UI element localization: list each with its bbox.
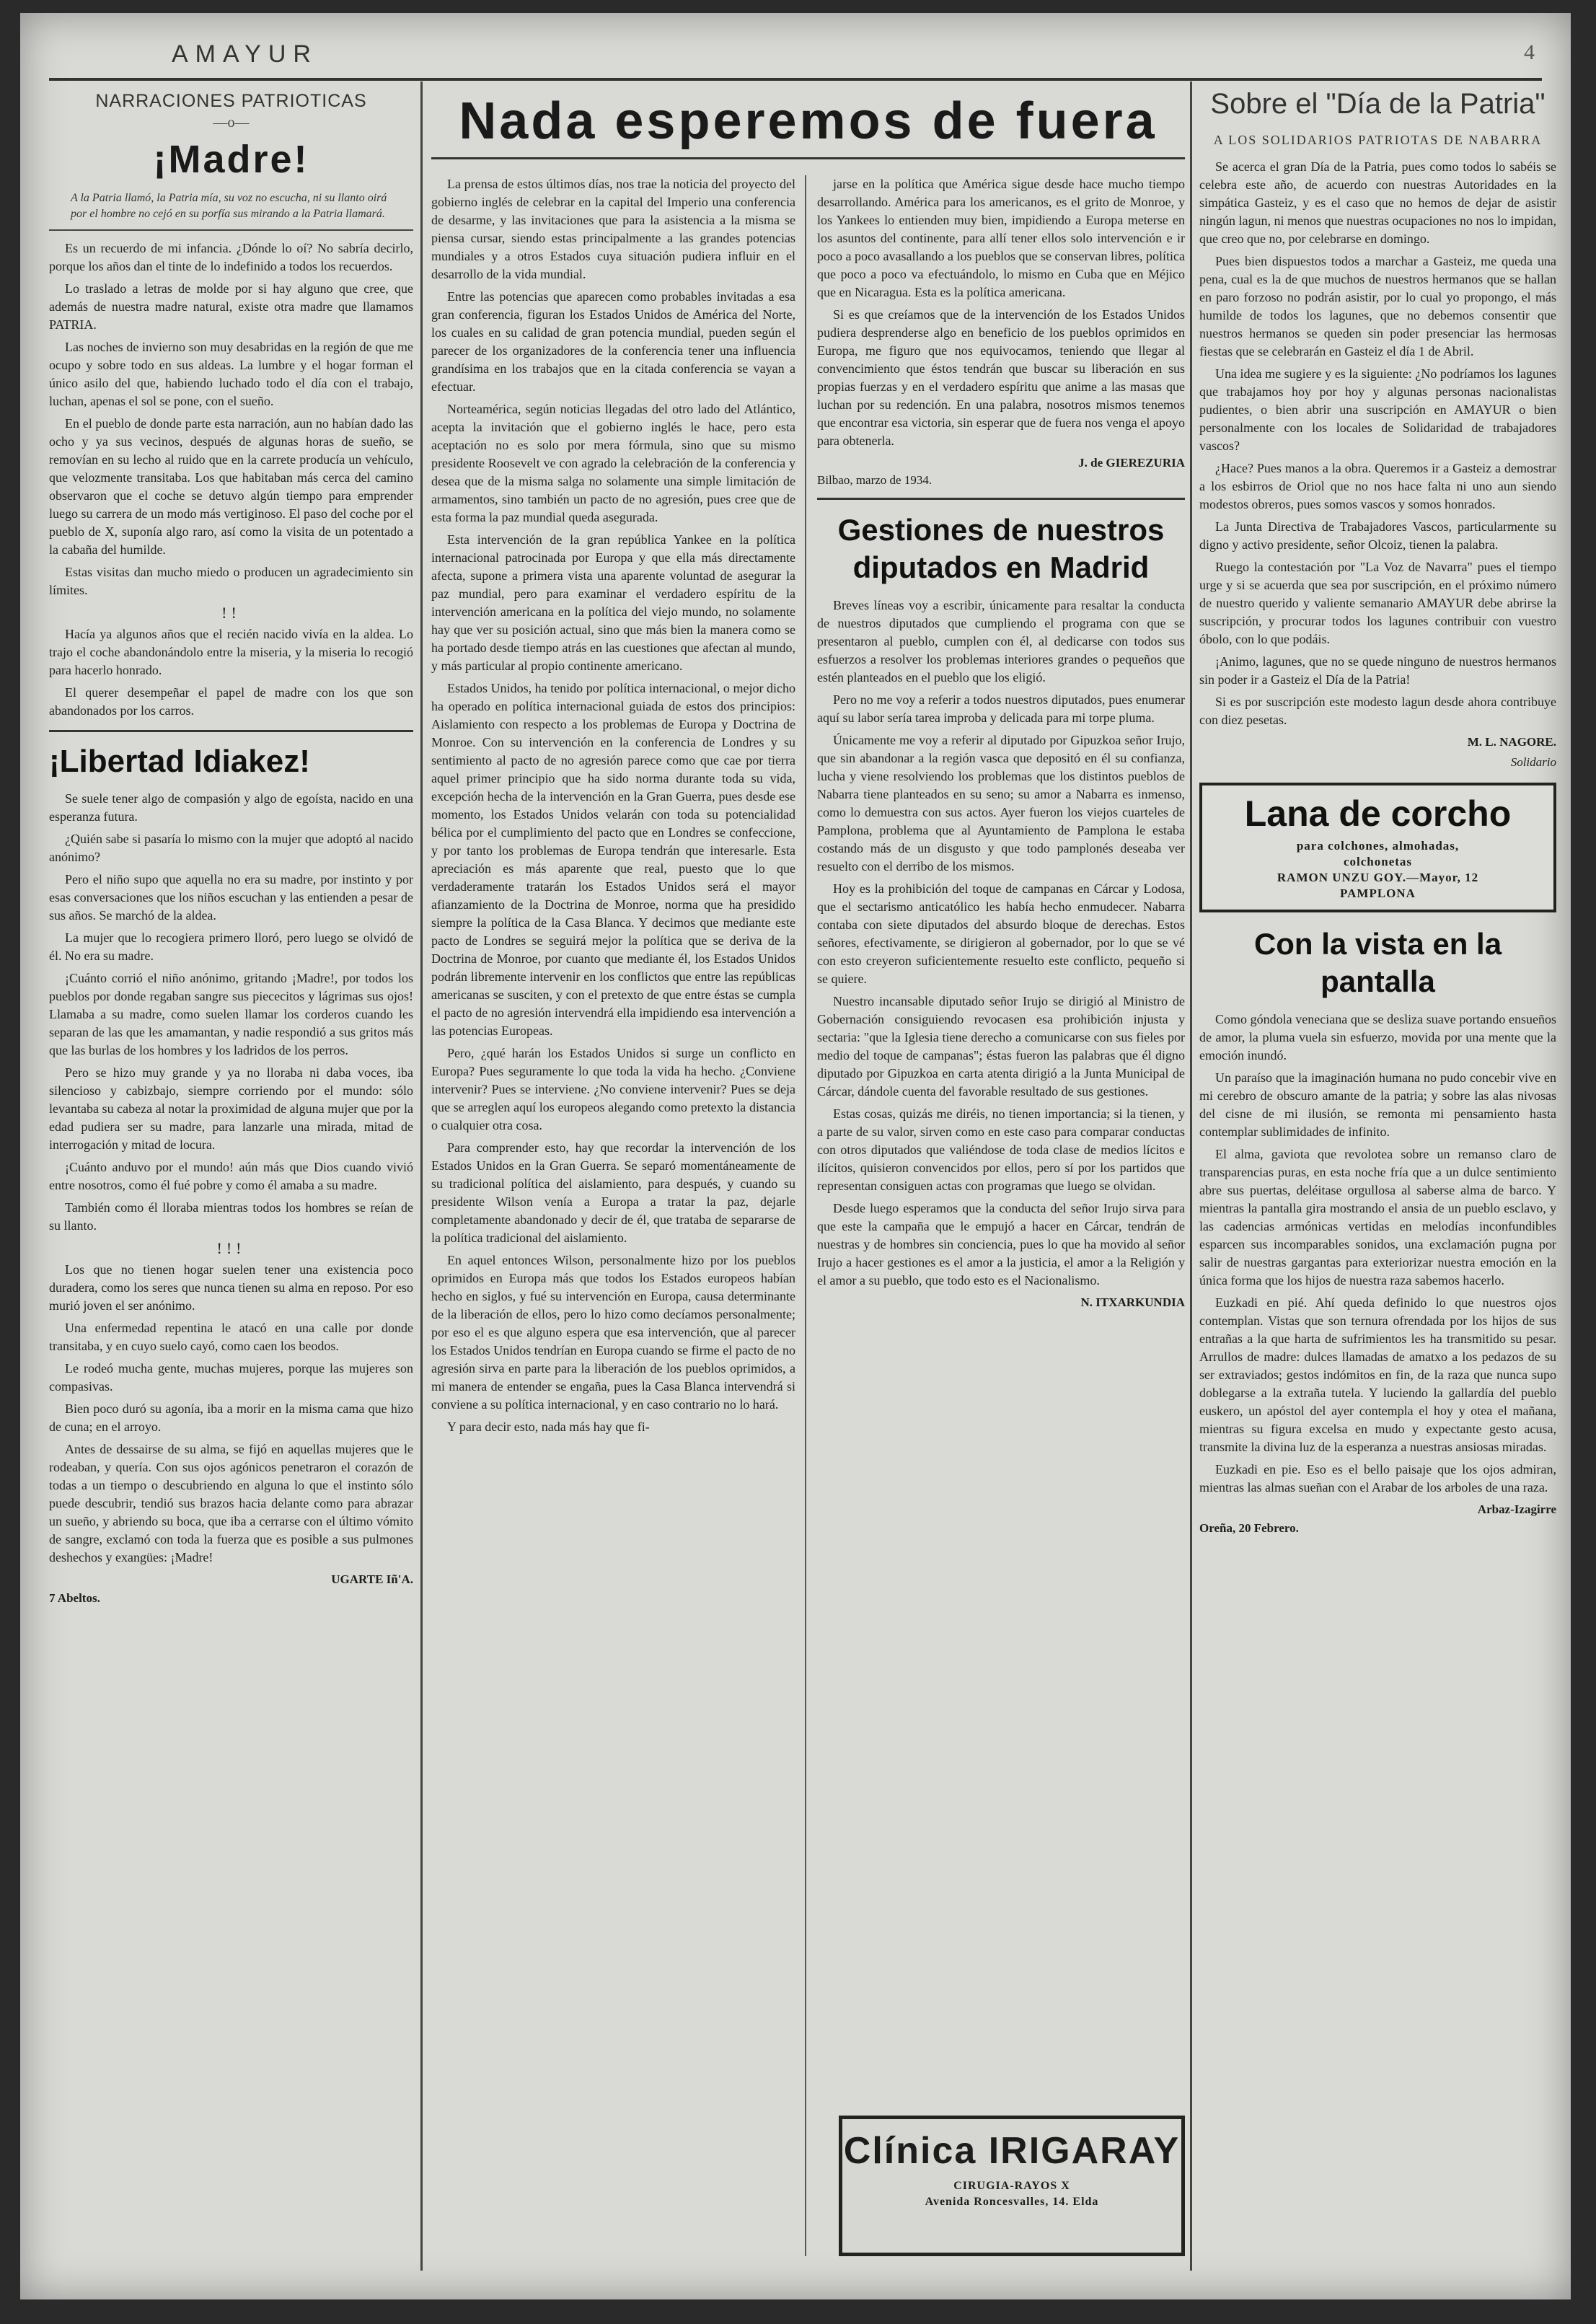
- paragraph: Estados Unidos, ha tenido por política internacional, o mejor dicho ha operado en política internacional guiada de estos dos principios: Aislamiento con respecto a los problemas de Europa y Doctrina de Monroe. Con su intervención en la conferencia de Londres y su sentimiento al pacto de no agresión parece como que cae por tierra aquel primer principio que ha sido norma durante toda su vida, excepción hecha de la intervención en la Gran Guerra, pues desde ese momento, los Estados Unidos velarán con toda su potencialidad bélica por el cumplimiento del pacto que en Londres se confeccione, y por tanto los problemas de Europa tendrán que interesarle. Esta apreciación es más aparente que real, puesto que lo que verdaderamente tratarán los Estados Unidos será el mayor afianzamiento de la Doctrina de Monroe, norma que ha presidido siempre la política de la Casa Blanca. Y decimos que mediante este pacto de Londres se seguirá mejor la política que se deriva de la Doctrina de Monroe, por cuanto que mediante él, los Estados Unidos podrán libremente intervenir en los conflictos que entre las repúblicas americanas se susciten, y con el pretexto de que entre éstas se cumpla el pacto de no agresión intervendrá ella impidiendo esa intervención a las potencias Europeas.: [431, 681, 795, 1038]
- paragraph: Entre las potencias que aparecen como probables invitadas a esa gran conferencia, figuran los Estados Unidos de América del Norte, los cuales en su calidad de gran potencia mundial, pueden según el parecer de los organizadores de la conferencia tener una influencia grandísima en los trabajos que en la citada conferencia se vayan a efectuar.: [431, 289, 795, 394]
- paragraph: Pero, ¿qué harán los Estados Unidos si surge un conflicto en Europa? Pues seguramente lo que toda la vida ha hecho. ¿Conviene intervenir? Pues se interviene. ¿No conviene intervenir? Pues se deja que se arreglen aquí los europeos alegando como pretexto la distancia o cualquier otra cosa.: [431, 1046, 795, 1132]
- clinic-name: Clínica IRIGARAY: [843, 2130, 1181, 2172]
- signature: N. ITXARKUNDIA: [1080, 1295, 1185, 1309]
- paragraph: Euzkadi en pie. Eso es el bello paisaje que los ojos admiran, mientras las almas sueñan con el Arabar de los arboles de una raza.: [1199, 1462, 1556, 1495]
- article-title-madre: ¡Madre!: [153, 138, 309, 181]
- paragraph: Pero el niño supo que aquella no era su madre, por instinto y por esas conversaciones que los niños escuchan y las entienden a pesar de sus años. Se marchó de la aldea.: [49, 872, 413, 923]
- cork-advertisement: [1199, 783, 1556, 912]
- paragraph: Antes de dessairse de su alma, se fijó en aquellas mujeres que le rodeaban, y quería. Con sus ojos agónicos penetraron el corazón de todas a un tiempo o descubriendo en alguna lo que el instinto sólo puede descubrir, tendió sus brazos hacia delante como para abrazar un sueño, y abriendo su boca, que iba a cerrarse con el último vómito de sangre, exclamó con toda la fuerza que es posible a sus pulmones deshechos y exangües: ¡Madre!: [49, 1442, 413, 1564]
- paragraph: ¿Hace? Pues manos a la obra. Queremos ir a Gasteiz a demostrar a los esbirros de Oriol que no nos hace falta ni uno aun siendo modestos obreros, pues somos vascos y somos honrados.: [1199, 461, 1556, 511]
- paragraph: Estas cosas, quizás me diréis, no tienen importancia; si la tienen, y a parte de su valor, sirven como en este caso para comparar conductas con otros diputados que valiéndose de toda clase de medios lícitos e ilícitos, quisieron convencidos por ellos, pero sí por los partidos que representan consiguen actas con programas que luego se olvidan.: [817, 1106, 1185, 1193]
- article-title-dia-patria: Sobre el "Día de la Patria": [1210, 88, 1546, 120]
- page-number: 4: [1524, 40, 1535, 64]
- newspaper-name: AMAYUR: [172, 40, 318, 68]
- paragraph: Si es que creíamos que de la intervención de los Estados Unidos pudiera desprenderse algo en beneficio de los pueblos oprimidos en Europa, me figuro que nos equivocamos, teniendo que llegar al convencimiento que éstos tendrán que buscar su liberación en sus propias fuerzas y en el verdadero espíritu que anime a las masas que luchan por su redención. En una palabra, nosotros mismos tenemos que encontrar esa victoria, sin esperar que de fuera nos venga el apoyo para obtenerla.: [817, 307, 1185, 448]
- ad-line: para colchones, almohadas,: [1296, 839, 1460, 853]
- paragraph: Como góndola veneciana que se desliza suave portando ensueños de amor, la pluma vuela sin esfuerzo, movida por una mente que la emoción inundó.: [1199, 1012, 1556, 1062]
- dateline: Bilbao, marzo de 1934.: [817, 473, 933, 487]
- paragraph: Nuestro incansable diputado señor Irujo se dirigió al Ministro de Gobernación consiguiendo revocasen esa prohibición injusta y sectaria: "que la Iglesia tiene derecho a comunicarse con sus fieles por medio del toque de campanas"; éstas fueron las palabras que él digno diputado por Gipuzkoa en carta atenta dirigió a la Junta Municipal de Cárcar, dándole cuenta del favorable resultado de sus gestiones.: [817, 994, 1185, 1099]
- paragraph: El alma, gaviota que revolotea sobre un remanso claro de transparencias puras, en esta noche fría que a un dulce sentimiento abre sus puertas, deléitase orgullosa al saberse alma de barco. Y mientras la pantalla gira mostrando el ansia de un pueblo esclavo, y las cadencias armónicas vertidas en melodías inconfundibles esparcen sus incomparables sonidos, una exclamación pugna por salir de nuestras gargantas para exteriorizar nuestra emoción en la única forma que los hijos de nuestra raza sabemos hacerlo.: [1199, 1147, 1556, 1288]
- paragraph: Pues bien dispuestos todos a marchar a Gasteiz, me queda una pena, cual es la de que muchos de nuestros hermanos que se hallan en paro forzoso no podrán asistir, por lo cual yo propongo, el más humilde de todos los lagunes, que no debemos consentir que nuestros hermanos se queden sin poder presenciar las hermosas fiestas que se celebrarán en Gasteiz el día 1 de Abril.: [1199, 254, 1556, 358]
- paragraph: ¡Animo, lagunes, que no se quede ninguno de nuestros hermanos sin poder ir a Gasteiz el Día de la Patria!: [1199, 654, 1556, 687]
- paragraph: La prensa de estos últimos días, nos trae la noticia del proyecto del gobierno inglés de celebrar en la capital del Imperio una conferencia de desarme, y las invitaciones que para la asistencia a la misma se piensa cursar, siendo estas principalmente a las grandes potencias mundiales y a otros Estados cuya situación pudiera influir en el desarrollo de la vida mundial.: [431, 177, 795, 281]
- paragraph: ¡Cuánto corrió el niño anónimo, gritando ¡Madre!, por todos los pueblos por donde regaban sangre sus piececitos y lágrimas sus ojos! Llamaba a su madre, como suelen llamar los corderos cuando les separan de las que les amamantan, y nadie respondió a sus gritos más que las burlas de los hombres y los ladridos de los perros.: [49, 971, 413, 1057]
- article-left-column: [431, 175, 795, 2278]
- clinic-advertisement: [839, 2116, 1185, 2256]
- paragraph: jarse en la política que América sigue desde hace mucho tiempo desarrollando. América para los americanos, es el grito de Monroe, y los Yankees lo entienden muy bien, impidiendo a Europa meterse en los asuntos del continente, para allí tener ellos solo intervención e ir poco a poco avasallando a los pueblos que se conservan libres, política que poco a poco va efectuándolo, lo mismo en Cuba que en Méjico que en Nicaragua. Esta es la política americana.: [817, 177, 1185, 299]
- article-title-gestiones: Gestiones de nuestros diputados en Madrid: [837, 513, 1165, 584]
- paragraph: Euzkadi en pié. Ahí queda definido lo que nuestros ojos contemplan. Vistas que son ternura ofrendada por los hijos de sus entrañas a la que harta de sufrimientos les ha transmitido su pesar. Arrullos de madre: dulces llamadas de amatxo a los pedazos de su ser extraviados; gestos indómitos en fin, de la raza que nunca supo doblegarse a la extraña tutela. Y luciendo la gallardía del pueblo euskero, un apóstol del ayer contempla el hoy y otea el mañana, mientras su figura excelsa en mudo y expectante gesto acusa, transmite la divina luz de la esperanza a nuestras ansiosas miradas.: [1199, 1295, 1556, 1454]
- column-divider: [420, 82, 423, 2271]
- ad-title: Lana de corcho: [1244, 793, 1512, 834]
- main-headline: Nada esperemos de fuera: [431, 85, 1185, 159]
- paragraph: Si es por suscripción este modesto lagun desde ahora contribuye con diez pesetas.: [1199, 695, 1556, 727]
- article-title-pantalla: Con la vista en la pantalla: [1253, 927, 1502, 998]
- footer-note: 7 Abeltos.: [49, 1591, 100, 1605]
- epigraph: A la Patria llamó, la Patria mía, su voz no escucha, ni su llanto oirá por el hombre no cejó en su porfía sus mirando a la Patria llamará.: [71, 192, 387, 220]
- divider: [49, 229, 413, 231]
- footer-note: Oreña, 20 Febrero.: [1199, 1521, 1299, 1535]
- signature: UGARTE Iñ'A.: [331, 1572, 413, 1586]
- paragraph: Una enfermedad repentina le atacó en una calle por donde transitaba, y en cuyo suelo cayó, como caen los beodos.: [49, 1321, 413, 1353]
- column-divider: [1190, 82, 1192, 2271]
- paragraph: Estas visitas dan mucho miedo o producen un agradecimiento sin límites.: [49, 565, 413, 597]
- paragraph: También como él lloraba mientras todos los hombres se reían de su llanto.: [49, 1200, 413, 1233]
- clinic-address: Avenida Roncesvalles, 14. Elda: [925, 2196, 1099, 2208]
- paragraph: Los que no tienen hogar suelen tener una existencia poco duradera, como los seres que nunca tienen su alma en reposo. Por eso murió joven el ser anónimo.: [49, 1262, 413, 1313]
- signature: J. de GIEREZURIA: [1078, 456, 1185, 470]
- section-break: !!!: [216, 1239, 246, 1257]
- paragraph: Se suele tener algo de compasión y algo de egoísta, nacido en una esperanza futura.: [49, 791, 413, 824]
- paragraph: Para comprender esto, hay que recordar la intervención de los Estados Unidos en la Gran Guerra. Se separó momentáneamente de su tradicional política del aislamiento, para después, y cuando su presidente Wilson venía a Europa a tratar la paz, dejarle completamente abandonado y decir de él, que trataba de separarse de la política tradicional del aislamiento.: [431, 1140, 795, 1245]
- paragraph: Hacía ya algunos años que el recién nacido vivía en la aldea. Lo trajo el coche abandonándolo entre la miseria, y la miseria lo recogió para hacerlo honrado.: [49, 627, 413, 677]
- paragraph: Pero no me voy a referir a todos nuestros diputados, pues enumerar aquí su labor sería tarea improba y delicada para mi torpe pluma.: [817, 692, 1185, 725]
- masthead: [49, 27, 1542, 81]
- column-center: [431, 85, 1185, 2278]
- paragraph: Las noches de invierno son muy desabridas en la región de que me ocupo y sobre todo en sus aldeas. La lumbre y el hogar forman el único asilo del que, habiendo luchado todo el día con el trabajo, luchan, apenas el sol se pone, con el sueño.: [49, 340, 413, 408]
- ad-line: RAMON UNZU GOY.—Mayor, 12: [1277, 871, 1479, 884]
- paragraph: Un paraíso que la imaginación humana no pudo concebir vive en mi cerebro de obscuro amante de la patria; y sobre las alas nivosas del cisne de mi ilusión, se remonta mi pensamiento hasta contemplar sublimidades de infinito.: [1199, 1070, 1556, 1139]
- column-right: [1199, 85, 1556, 2278]
- paragraph: Lo traslado a letras de molde por si hay alguno que cree, que además de nuestra madre natural, existe otra madre que llamamos PATRIA.: [49, 281, 413, 332]
- ornament: —o—: [213, 115, 250, 131]
- main-headline-block: [431, 85, 1185, 164]
- divider: [49, 730, 413, 732]
- paragraph: Bien poco duró su agonía, iba a morir en la misma cama que hizo de cuna; en el arroyo.: [49, 1401, 413, 1434]
- section-kicker: NARRACIONES PATRIOTICAS: [95, 91, 367, 111]
- paragraph: El querer desempeñar el papel de madre con los que son abandonados por los carros.: [49, 685, 413, 718]
- paragraph: La mujer que lo recogiera primero lloró, pero luego se olvidó de él. No era su madre.: [49, 930, 413, 963]
- paragraph: En el pueblo de donde parte esta narración, aun no habían dado las ocho y ya sus vecinos, después de algunas horas de sueño, se removían en su lecho al ruido que en la carrete producía un vehículo, que velozmente transitaba. Los que habitaban más cerca del camino observaron que el coche se detuvo algún tiempo para emprender luego su carrera de un modo más vertiginoso. El paso del coche por el pueblo de X, suponía algo raro, así como la visita de un potentado a la cabaña del humilde.: [49, 416, 413, 557]
- paragraph: Desde luego esperamos que la conducta del señor Irujo sirva para que este la campaña que le empujó a hacer en Cárcar, tendrán de nuestras y de hombres sin conciencia, pues lo que ha movido al señor Irujo a hacer gestiones es el amor a la justicia, el amor a la Religión y el amor a su pueblo, que todo esto es el Nacionalismo.: [817, 1201, 1185, 1288]
- article-right-column: [817, 175, 1185, 2278]
- paragraph: La Junta Directiva de Trabajadores Vascos, particularmente su digno y activo presidente, señor Olcoiz, tienen la palabra.: [1199, 519, 1556, 552]
- paragraph: Una idea me sugiere y es la siguiente: ¿No podríamos los lagunes que trabajamos hoy por hoy y algunas personas nacionalistas pudientes, o bien abrir una suscripción en AMAYUR o bien personalmente con los locales de Solidaridad de trabajadores vascos?: [1199, 366, 1556, 453]
- paragraph: Breves líneas voy a escribir, únicamente para resaltar la conducta de nuestros diputados que cumpliendo el programa con que se presentaron al pueblo, cumplen con él, al dedicarse con todos sus esfuerzos a resolver los problemas interiores grandes o pequeños que estén planteados en el pueblo que los eligió.: [817, 598, 1185, 685]
- paragraph: Es un recuerdo de mi infancia. ¿Dónde lo oí? No sabría decirlo, porque los años dan el tinte de lo indefinido a todos los recuerdos.: [49, 241, 413, 273]
- newspaper-page: [20, 13, 1571, 2299]
- paragraph: Y para decir esto, nada más hay que fi-: [447, 1420, 650, 1434]
- signature-role: Solidario: [1510, 755, 1556, 769]
- paragraph: ¿Quién sabe si pasaría lo mismo con la mujer que adoptó al nacido anónimo?: [49, 832, 413, 864]
- paragraph: Le rodeó mucha gente, muchas mujeres, porque las mujeres son compasivas.: [49, 1361, 413, 1394]
- paragraph: En aquel entonces Wilson, personalmente hizo por los pueblos oprimidos en Europa más que todos los Estados europeos habían hecho en siglos, y fué su intervención en Europa, causa determinante de la liberación de ellos, pero lo hizo como decíamos personalmente; por eso el es que alguno espera que esa intervención, que al parecer los Estados Unidos tendrían en Europa cuando se firme el pacto de no agresión sirva en parte para la liberación de los pueblos oprimidos, a mi manera de entender se engaña, pues la Casa Blanca intervendrá si conviene a su política internacional, y en caso contrario no lo hará.: [431, 1253, 795, 1412]
- ad-line: PAMPLONA: [1340, 886, 1416, 900]
- paragraph: Hoy es la prohibición del toque de campanas en Cárcar y Lodosa, que el sectarismo anticatólico les había hecho enmudecer. Nabarra contaba con siete diputados del absurdo bloque de derechas. Estos señores, efectivamente, se dirigieron al gobernador, por lo que se vé con esto creyeron suficientemente resuelto este conflicto, pequeño si se quiere.: [817, 881, 1185, 986]
- divider: [817, 498, 1185, 500]
- signature: Arbaz-Izagirre: [1477, 1502, 1556, 1516]
- article-title-libertad: ¡Libertad Idiakez!: [49, 744, 310, 779]
- clinic-service: CIRUGIA-RAYOS X: [953, 2180, 1070, 2192]
- article-subhead: A LOS SOLIDARIOS PATRIOTAS DE NABARRA: [1213, 133, 1543, 147]
- paragraph: ¡Cuánto anduvo por el mundo! aún más que Dios cuando vivió entre nosotros, como él fué pobre y como él amaba a su madre.: [49, 1160, 413, 1192]
- paragraph: Ruego la contestación por "La Voz de Navarra" pues el tiempo urge y si se acuerda que sea por suscripción, en el próximo número de nuestro querido y valiente semanario AMAYUR debe abrirse la suscripción, y procurar todos los lagunes contribuir con vuestro óbolo, con lo que podáis.: [1199, 560, 1556, 646]
- paragraph: Pero se hizo muy grande y ya no lloraba ni daba voces, iba silencioso y cabizbajo, siempre corriendo por el mundo: sólo levantaba su cabeza al notar la proximidad de alguna mujer que por la edad pudiera ser su madre, para lanzarle una mirada, mitad de interrogación y mitad de locura.: [49, 1065, 413, 1152]
- paragraph: Esta intervención de la gran república Yankee en la política internacional patrocinada por Europa y que ella más directamente afecta, supone a primera vista una aparente voluntad de asegurar la paz mundial, pero para examinar el verdadero espíritu de la intervención americana en la política del viejo mundo, no solamente hay que ver su posición actual, sino que más bien la manera como se ha portado desde tiempo atrás en las cuestiones que afectan al mundo, y más particular al propio continente americano.: [431, 532, 795, 673]
- column-divider: [805, 175, 806, 2256]
- section-break: !!: [221, 604, 241, 622]
- paragraph: Se acerca el gran Día de la Patria, pues como todos lo sabéis se celebra este año, de acuerdo con nuestras Autoridades en la simpática Gasteiz, y es el caso que no hemos de dejar de asistir ningún lagun, ni menos que nuestras ocupaciones no nos lo impidan, que creo que no, por celebrarse en domingo.: [1199, 159, 1556, 246]
- paragraph: Únicamente me voy a referir al diputado por Gipuzkoa señor Irujo, que sin abandonar a la región vasca que depositó en él su confianza, lucha y viene resolviendo los problemas que los distintos pueblos de Nabarra tiene planteados en su seno; su amor a Nabarra es inmenso, como lo demuestra con sus actos. Ayer fueron los viejos cuarteles de Pamplona, problema que al Ayuntamiento de Pamplona le estaba costando más de un disgusto y que todo pamplonés deseaba ver resuelto con el derribo de los mismos.: [817, 733, 1185, 873]
- ad-line: colchonetas: [1343, 855, 1413, 868]
- paragraph: Norteamérica, según noticias llegadas del otro lado del Atlántico, acepta la invitación que el gobierno inglés le hace, pero esta aceptación no es solo por mera fórmula, sino que su mismo presidente Roosevelt ve con agrado la celebración de la conferencia y desea que de la misma salga no solamente una simple limitación de armamentos, sino también un pacto de no agresión, pues cree que de esta forma la paz mundial queda asegurada.: [431, 402, 795, 524]
- column-left: [49, 85, 413, 2278]
- signature: M. L. NAGORE.: [1467, 735, 1556, 749]
